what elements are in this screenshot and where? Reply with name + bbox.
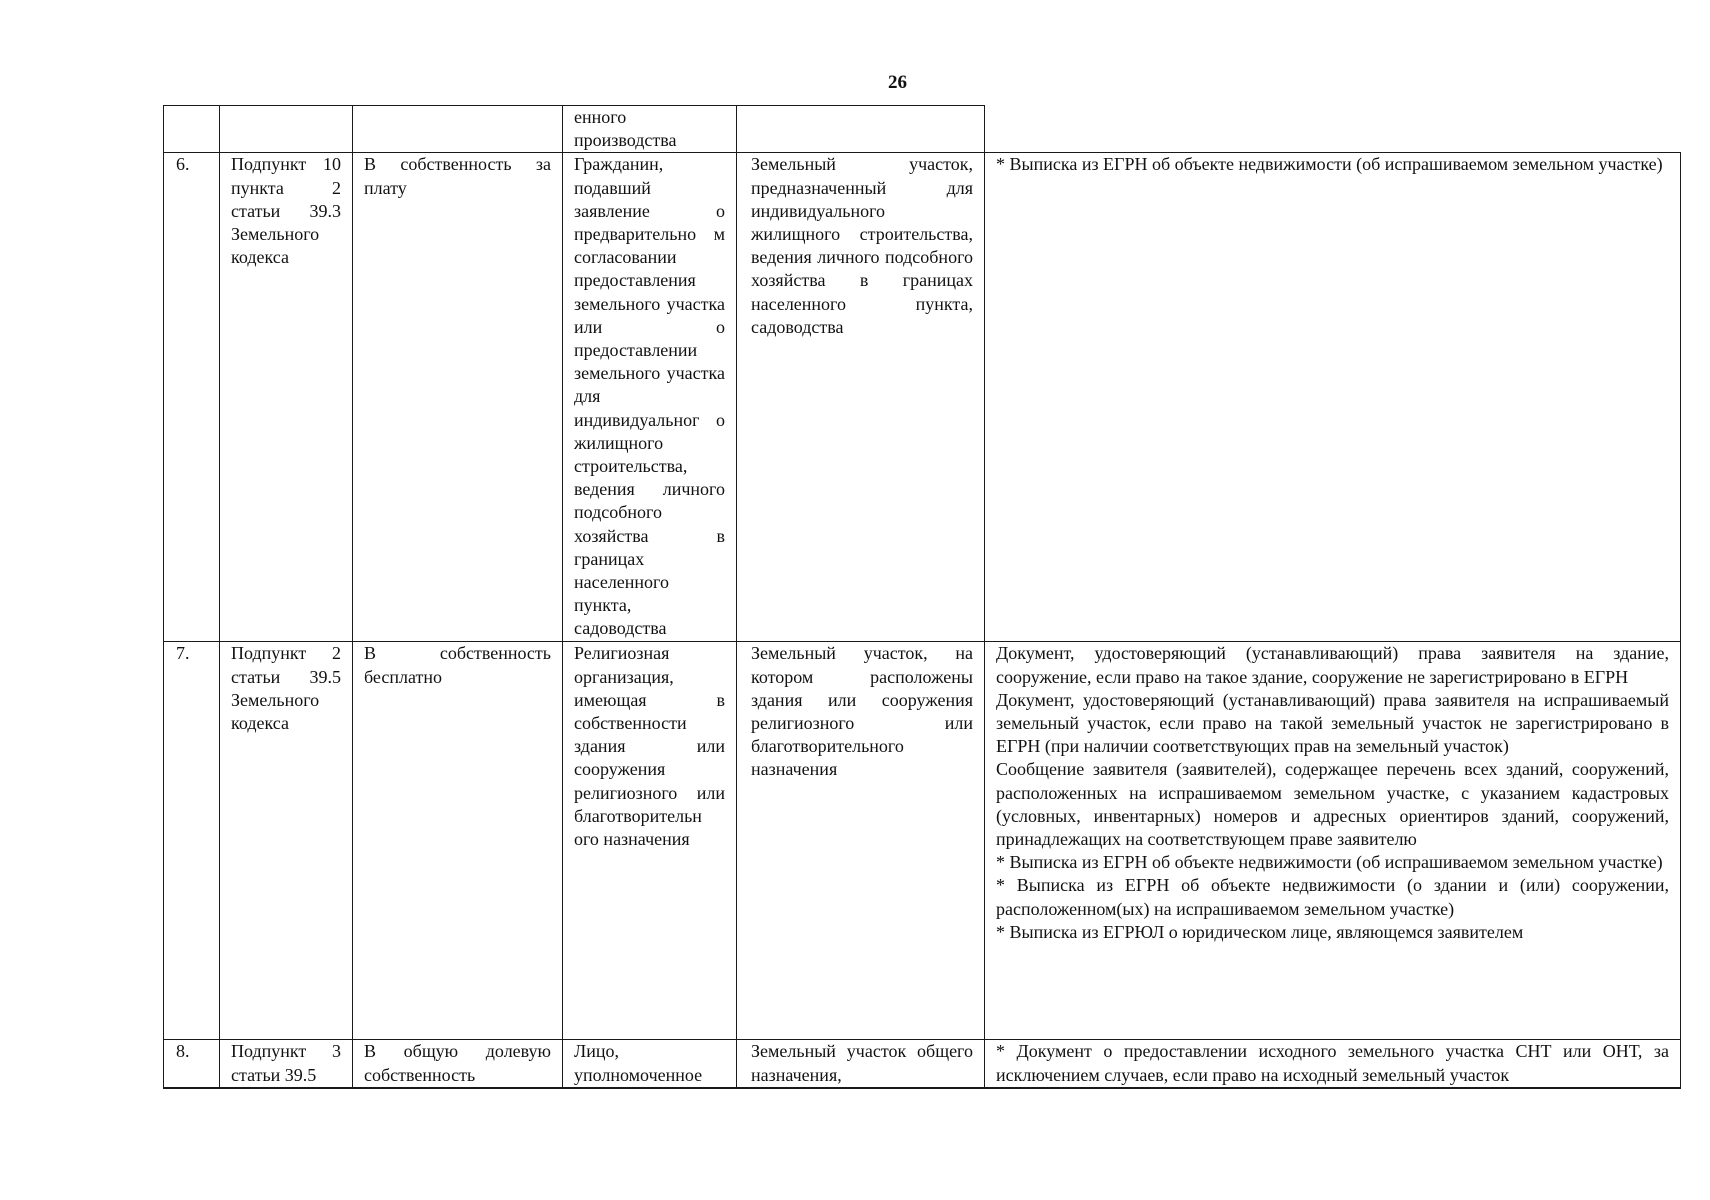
applicant-cell: Религиозная организация, имеющая в собственности здания или сооружения религиозного или благотворительн ого назначения — [563, 642, 737, 1040]
legal-basis-cell: Подпункт 10 пункта 2 статьи 39.3 Земельного кодекса — [220, 153, 353, 642]
documents-cell — [985, 153, 1681, 642]
applicant-cell: Лицо, уполномоченное — [563, 1040, 737, 1088]
document-item: * Выписка из ЕГРЮЛ о юридическом лице, являющемся заявителем — [996, 921, 1524, 942]
applicant-cell: Гражданин, подавший заявление о предварительно м согласовании предоставления земельного участка или о предоставлении земельного участка для индивидуальног о жилищного строительства, ведения личного подсобного хозяйства в границах населенного пункта, садоводства — [563, 153, 737, 642]
applicant-cell: енного производства — [563, 106, 737, 153]
legal-basis-cell: Подпункт 2 статьи 39.5 Земельного кодекса — [220, 642, 353, 1040]
right-type-cell — [353, 106, 563, 153]
page-number: 26 — [888, 72, 907, 93]
land-plot-cell: Земельный участок общего назначения, — [737, 1040, 985, 1088]
document-item: Документ, удостоверяющий (устанавливающий) права заявителя на здание, сооружение, если право на такое здание, сооружение не зарегистрировано в ЕГРН — [996, 643, 1669, 687]
row-number-cell — [164, 106, 220, 153]
document-item: * Документ о предоставлении исходного земельного участка СНТ или ОНТ, за исключением случаев, если право на исходный земельный участок — [996, 1041, 1669, 1085]
right-type-cell: В общую долевую собственность — [353, 1040, 563, 1088]
document-item: Документ, удостоверяющий (устанавливающий) права заявителя на испрашиваемый земельный участок, если право на такой земельный участок не зарегистрировано в ЕГРН (при наличии соответствующих прав на земельный участок) — [996, 689, 1669, 757]
land-plot-cell: Земельный участок, на котором расположены здания или сооружения религиозного или благотворительного назначения — [737, 642, 985, 1040]
document-item: * Выписка из ЕГРН об объекте недвижимости (об испрашиваемом земельном участке) — [996, 154, 1663, 175]
legal-basis-cell — [220, 106, 353, 153]
land-provision-table — [163, 105, 1681, 1089]
land-plot-cell — [737, 106, 985, 153]
documents-cell — [985, 106, 1681, 153]
right-type-cell: В собственность за плату — [353, 153, 563, 642]
land-plot-cell: Земельный участок, предназначенный для индивидуального жилищного строительства, ведения личного подсобного хозяйства в границах населенного пункта, садоводства — [737, 153, 985, 642]
legal-basis-cell: Подпункт 3 статьи 39.5 — [220, 1040, 353, 1088]
table-row-cut — [164, 1040, 1681, 1088]
documents-cell — [985, 642, 1681, 1040]
document-item: * Выписка из ЕГРН об объекте недвижимости (о здании и (или) сооружении, расположенном(ых) на испрашиваемом земельном участке) — [996, 875, 1669, 919]
table-row — [164, 153, 1681, 642]
documents-cell — [985, 1040, 1681, 1088]
right-type-cell: В собственность бесплатно — [353, 642, 563, 1040]
table-row-continued — [164, 106, 1681, 153]
document-item: Сообщение заявителя (заявителей), содержащее перечень всех зданий, сооружений, расположенных на испрашиваемом земельном участке, с указанием кадастровых (условных, инвентарных) номеров и адресных ориентиров зданий, сооружений, принадлежащих на соответствующем праве заявителю — [996, 759, 1669, 850]
row-number-cell: 8. — [164, 1040, 220, 1088]
row-number-cell: 6. — [164, 153, 220, 642]
row-number-cell: 7. — [164, 642, 220, 1040]
document-item: * Выписка из ЕГРН об объекте недвижимости (об испрашиваемом земельном участке) — [996, 852, 1663, 873]
table-row — [164, 642, 1681, 1040]
